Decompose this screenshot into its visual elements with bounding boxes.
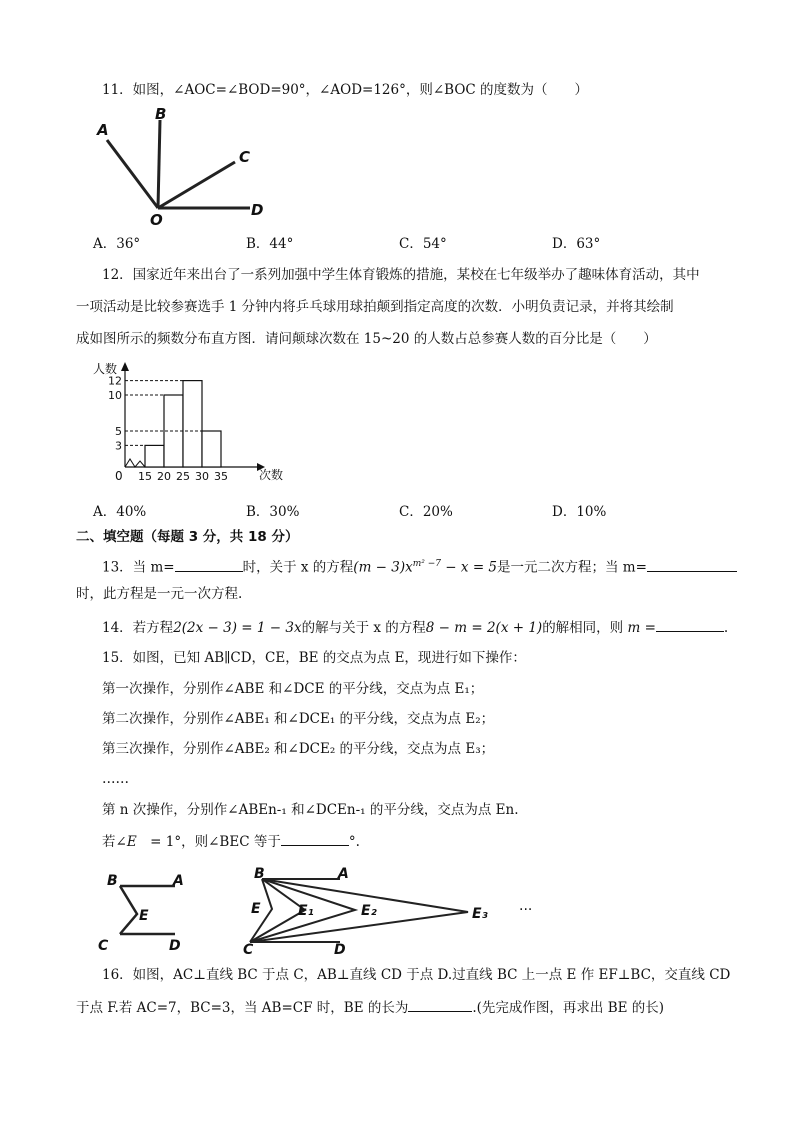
right-ellipsis: ··· xyxy=(519,902,533,918)
right-E1: E₁ xyxy=(298,903,314,919)
y-tick-12: 12 xyxy=(108,374,122,388)
q14-var: m = xyxy=(627,620,656,636)
q12-option-c[interactable]: C．20% xyxy=(399,504,453,520)
q15-stem: 15．如图，已知 AB∥CD，CE，BE 的交点为点 E，现进行如下操作： xyxy=(102,650,526,666)
bar-15-20 xyxy=(145,445,164,467)
q14-line xyxy=(102,617,728,638)
q16-blank[interactable] xyxy=(408,997,472,1012)
q14-eq1: 2(2x − 3) = 1 − 3x xyxy=(173,620,302,636)
q15-op1: 第一次操作，分别作∠ABE 和∠DCE 的平分线，交点为点 E₁； xyxy=(102,681,484,697)
q16-line2a: 于点 F.若 AC=7，BC=3，当 AB=CF 时，BE 的长为 xyxy=(76,1000,409,1016)
q15-condition xyxy=(102,831,360,852)
q15-opn: 第 n 次操作，分别作∠ABEn-₁ 和∠DCEn-₁ 的平分线，交点为点 En. xyxy=(102,802,519,818)
label-D: D xyxy=(251,201,264,219)
q14-part3: 的解相同，则 xyxy=(542,620,624,636)
left-A: A xyxy=(173,873,184,889)
right-D: D xyxy=(334,942,346,957)
label-O: O xyxy=(150,211,163,229)
ray-OC xyxy=(158,162,235,208)
left-E: E xyxy=(139,908,149,924)
label-A: A xyxy=(97,121,109,139)
q15-op3: 第三次操作，分别作∠ABE₂ 和∠DCE₂ 的平分线，交点为点 E₃； xyxy=(102,741,495,757)
y-axis-label: 人数 xyxy=(93,362,118,376)
left-D: D xyxy=(169,938,181,954)
q13-eq-lead: (m − 3)x xyxy=(353,559,413,576)
q16-line2b: .(先完成作图，再求出 BE 的长) xyxy=(472,1000,665,1016)
left-C: C xyxy=(98,938,109,954)
origin-label: 0 xyxy=(115,469,123,483)
label-C: C xyxy=(239,148,251,166)
q15-figure-left xyxy=(95,865,205,955)
q16-line2 xyxy=(76,997,664,1018)
q12-option-a[interactable]: A．40% xyxy=(93,504,147,520)
q13-eq-tail: − x = 5 xyxy=(441,559,498,576)
x-tick-25: 25 xyxy=(176,470,190,483)
x-tick-20: 20 xyxy=(157,470,171,483)
right-C: C xyxy=(243,942,254,957)
y-tick-3: 3 xyxy=(115,439,122,453)
section2-title: 二、填空题（每题 3 分，共 18 分） xyxy=(76,529,299,545)
q15-cond-var: E xyxy=(126,834,137,850)
q13-blank1[interactable] xyxy=(175,557,243,572)
q15-op2: 第二次操作，分别作∠ABE₁ 和∠DCE₁ 的平分线，交点为点 E₂； xyxy=(102,711,495,727)
q14-eq2: 8 − m = 2(x + 1) xyxy=(425,620,543,636)
q15-blank[interactable] xyxy=(281,831,349,846)
q13-part1: 13．当 m= xyxy=(102,559,175,576)
y-axis-arrow xyxy=(121,362,129,371)
x-tick-15: 15 xyxy=(138,470,152,483)
axis-break xyxy=(125,459,145,467)
right-B: B xyxy=(254,866,265,882)
q16-line1: 16．如图，AC⊥直线 BC 于点 C，AB⊥直线 CD 于点 D.过直线 BC 上一点 E 作 EF⊥BC，交直线 CD xyxy=(102,967,731,983)
ray-OB xyxy=(158,120,160,208)
q13-line1 xyxy=(102,554,737,578)
left-B: B xyxy=(107,873,118,889)
q11-figure xyxy=(95,105,275,230)
q13-eq-exp: m² −7 xyxy=(412,559,442,569)
q12-option-d[interactable]: D．10% xyxy=(552,504,607,520)
q12-option-b[interactable]: B．30% xyxy=(246,504,300,520)
q14-blank[interactable] xyxy=(656,617,724,632)
y-tick-10: 10 xyxy=(108,389,122,402)
q15-cond-end: °. xyxy=(348,834,360,850)
q13-part2: 时，关于 x 的方程 xyxy=(242,559,354,576)
ray-OA xyxy=(107,140,158,208)
q12-line1: 12．国家近年来出台了一系列加强中学生体育锻炼的措施，某校在七年级举办了趣味体育活动，其中 xyxy=(102,267,700,283)
q12-histogram xyxy=(85,355,295,495)
q13-part3: 是一元二次方程；当 m= xyxy=(497,559,647,576)
q12-line3: 成如图所示的频数分布直方图．请问颠球次数在 15~20 的人数占总参赛人数的百分比是（ ） xyxy=(76,331,657,347)
q15-cond-tail: = 1°，则∠BEC 等于 xyxy=(136,834,281,850)
y-tick-5: 5 xyxy=(115,425,122,438)
q13-line2: 时，此方程是一元一次方程. xyxy=(76,586,243,602)
x-tick-30: 30 xyxy=(195,470,209,483)
q12-line2: 一项活动是比较参赛选手 1 分钟内将乒乓球用球拍颠到指定高度的次数．小明负责记录，并将其绘制 xyxy=(76,299,674,315)
right-A: A xyxy=(338,866,349,882)
right-E3: E₃ xyxy=(472,906,488,922)
q15-cond-lead: 若∠ xyxy=(102,834,127,850)
q14-end: . xyxy=(723,620,729,636)
q11-option-b[interactable]: B．44° xyxy=(246,236,294,252)
bar-30-35 xyxy=(202,431,221,467)
q11-stem: 11．如图，∠AOC=∠BOD=90°，∠AOD=126°，则∠BOC 的度数为（ ） xyxy=(102,82,589,98)
x-axis-label: 次数 xyxy=(259,468,284,482)
right-E: E xyxy=(251,901,261,917)
q11-option-c[interactable]: C．54° xyxy=(399,236,447,252)
q15-dots: …… xyxy=(102,771,129,787)
q14-part1: 14．若方程 xyxy=(102,620,174,636)
x-tick-35: 35 xyxy=(214,470,228,483)
q14-part2: 的解与关于 x 的方程 xyxy=(301,620,426,636)
q11-option-a[interactable]: A．36° xyxy=(93,236,141,252)
q15-figure-right xyxy=(240,862,550,957)
label-B: B xyxy=(155,105,167,123)
q13-blank2[interactable] xyxy=(647,557,737,572)
q11-option-d[interactable]: D．63° xyxy=(552,236,601,252)
bar-25-30 xyxy=(183,381,202,467)
right-E2: E₂ xyxy=(361,903,377,919)
